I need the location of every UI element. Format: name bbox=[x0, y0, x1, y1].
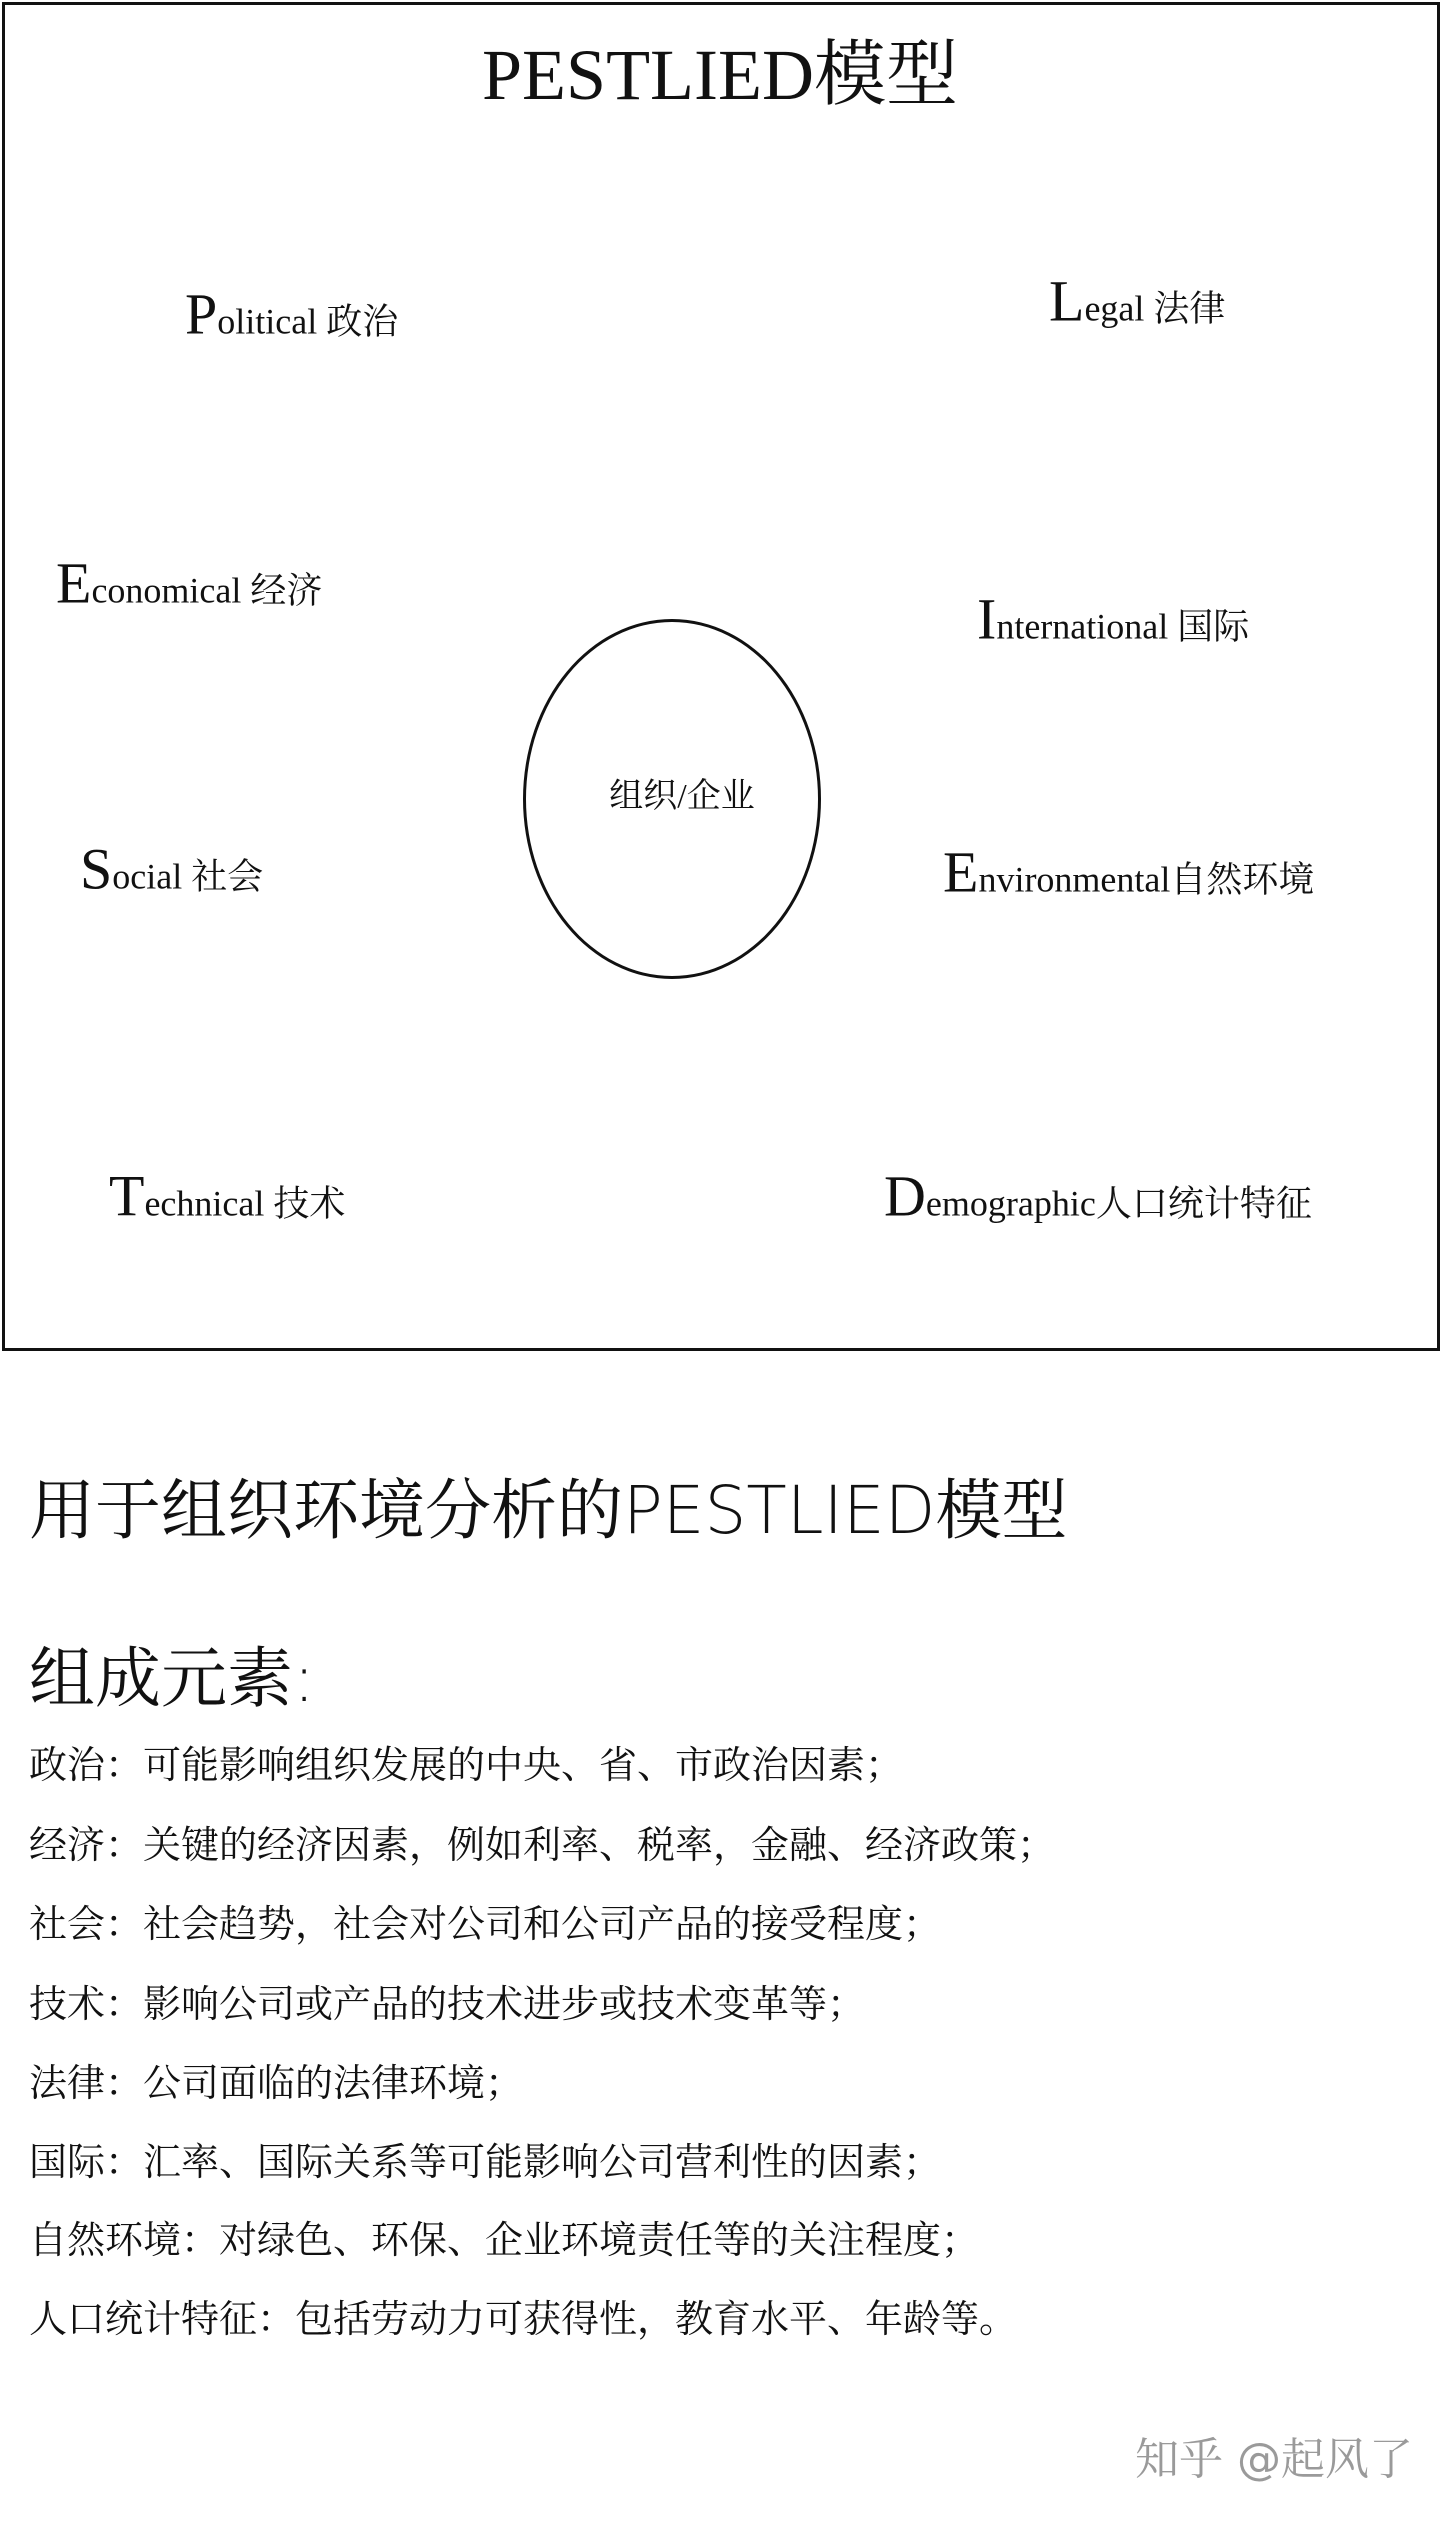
factor-initial: D bbox=[884, 1163, 926, 1229]
factor-english: ocial bbox=[112, 856, 183, 897]
factor-demographic bbox=[884, 1163, 1312, 1234]
diagram-title: PESTLIED模型 bbox=[482, 35, 958, 115]
factor-chinese: 自然环境 bbox=[1170, 859, 1315, 900]
factor-initial: I bbox=[977, 586, 997, 652]
factor-initial: T bbox=[109, 1163, 145, 1229]
list-item: 政治：可能影响组织发展的中央、省、市政治因素； bbox=[29, 1743, 904, 1787]
factor-initial: L bbox=[1049, 268, 1085, 334]
factor-english: conomical bbox=[91, 570, 242, 611]
list-item: 自然环境：对绿色、环保、企业环境责任等的关注程度； bbox=[29, 2218, 980, 2262]
factor-chinese: 人口统计特征 bbox=[1095, 1183, 1312, 1224]
factor-chinese: 经济 bbox=[250, 570, 323, 611]
factor-initial: E bbox=[56, 550, 92, 616]
factor-economical bbox=[56, 550, 323, 621]
factor-chinese: 技术 bbox=[273, 1183, 346, 1224]
list-item: 技术：影响公司或产品的技术进步或技术变革等； bbox=[29, 1982, 866, 2026]
watermark: 知乎 @起风了 bbox=[1135, 2434, 1413, 2485]
factor-political bbox=[185, 281, 399, 352]
factor-technical bbox=[109, 1163, 346, 1234]
factor-english: nternational bbox=[996, 606, 1169, 647]
factor-initial: P bbox=[185, 281, 218, 347]
factor-english: emographic bbox=[925, 1183, 1096, 1224]
factor-social bbox=[80, 836, 264, 907]
factor-environmental bbox=[943, 839, 1315, 910]
list-item: 社会：社会趋势，社会对公司和公司产品的接受程度； bbox=[29, 1902, 942, 1946]
list-item: 国际：汇率、国际关系等可能影响公司营利性的因素； bbox=[29, 2140, 942, 2184]
components-heading: 组成元素: bbox=[29, 1640, 316, 1717]
factor-english: olitical bbox=[217, 301, 318, 342]
organization-label: 组织/企业 bbox=[609, 778, 755, 815]
section-heading: 用于组织环境分析的PESTLIED模型 bbox=[29, 1472, 1068, 1549]
factor-english: egal bbox=[1084, 288, 1145, 329]
factor-international bbox=[977, 586, 1250, 657]
factor-initial: S bbox=[80, 836, 113, 902]
factor-english: echnical bbox=[144, 1183, 265, 1224]
list-item: 人口统计特征：包括劳动力可获得性，教育水平、年龄等。 bbox=[29, 2297, 1018, 2341]
factor-english: nvironmental bbox=[978, 859, 1171, 900]
factor-chinese: 国际 bbox=[1177, 606, 1250, 647]
list-item: 法律：公司面临的法律环境； bbox=[29, 2061, 524, 2105]
factor-legal bbox=[1049, 268, 1226, 339]
factor-initial: E bbox=[943, 839, 979, 905]
factor-chinese: 法律 bbox=[1153, 288, 1226, 329]
factor-chinese: 社会 bbox=[191, 856, 264, 897]
list-item: 经济：关键的经济因素，例如利率、税率，金融、经济政策； bbox=[29, 1823, 1056, 1867]
factor-chinese: 政治 bbox=[326, 301, 399, 342]
